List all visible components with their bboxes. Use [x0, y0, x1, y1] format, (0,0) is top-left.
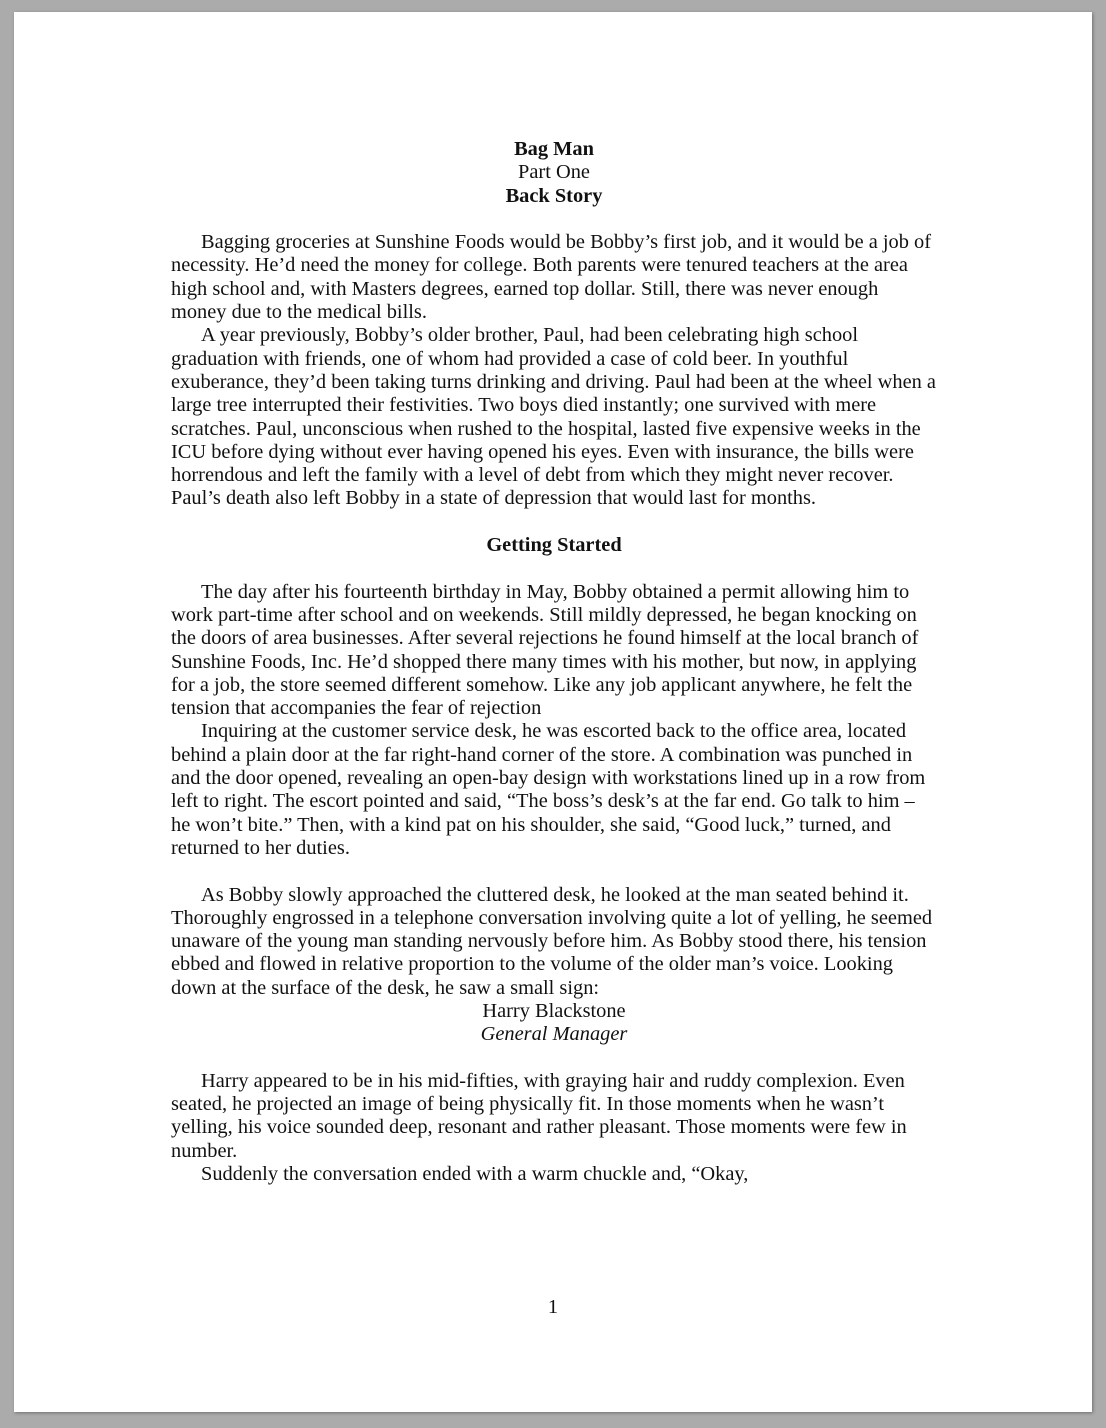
- page-number: 1: [547, 1296, 559, 1318]
- page-content: [171, 138, 937, 1186]
- document-page: [14, 12, 1092, 1412]
- sign-role: General Manager: [480, 1023, 628, 1046]
- section-heading-back-story: Back Story: [505, 184, 603, 207]
- book-title: Bag Man: [514, 138, 594, 160]
- paragraph: Inquiring at the customer service desk, he was escorted back to the office area, located behind a plain door at the far right-hand corner of the store. A combination was punched in and the door opened, revealing an open-bay design with workstations lined up in a row from left to right. The escort pointed and said, “The boss’s desk’s at the far end. Go talk to him – he won’t bite.” Then, with a kind pat on his shoulder, she said, “Good luck,” turned, and returned to her duties.: [171, 720, 926, 859]
- paragraph: Harry appeared to be in his mid-fifties, with graying hair and ruddy complexion. Even seated, he projected an image of being physically fit. In those moments when he wasn’t yelling, his voice sounded deep, resonant and rather pleasant. Those moments were few in number.: [171, 1069, 907, 1162]
- paragraph: The day after his fourteenth birthday in May, Bobby obtained a permit allowing him to work part-time after school and on weekends. Still mildly depressed, he began knocking on the doors of area businesses. After several rejections he found himself at the local branch of Sunshine Foods, Inc. He’d shopped there many times with his mother, but now, in applying for a job, the store seemed different somehow. Like any job applicant anywhere, he felt the tension that accompanies the fear of rejection: [171, 580, 919, 720]
- paragraph: As Bobby slowly approached the cluttered desk, he looked at the man seated behind it. Thoroughly engrossed in a telephone conversation involving quite a lot of yelling, he seemed unaware of the young man standing nervously before him. As Bobby stood there, his tension ebbed and flowed in relative proportion to the volume of the older man’s voice. Looking down at the surface of the desk, he saw a small sign:: [171, 883, 933, 999]
- part-label: Part One: [518, 161, 590, 184]
- section-heading-getting-started: Getting Started: [486, 534, 622, 557]
- paragraph: Bagging groceries at Sunshine Foods would be Bobby’s first job, and it would be a job of necessity. He’d need the money for college. Both parents were tenured teachers at the area high school and, with Masters degrees, earned top dollar. Still, there was never enough money due to the medical bills.: [171, 231, 932, 324]
- paragraph: Suddenly the conversation ended with a warm chuckle and, “Okay,: [201, 1163, 749, 1186]
- sign-name: Harry Blackstone: [482, 999, 626, 1022]
- paragraph: A year previously, Bobby’s older brother, Paul, had been celebrating high school graduation with friends, one of whom had provided a case of cold beer. In youthful exuberance, they’d been taking turns drinking and driving. Paul had been at the wheel when a large tree interrupted their festivities. Two boys died instantly; one survived with mere scratches. Paul, unconscious when rushed to the hospital, lasted five expensive weeks in the ICU before dying without ever having opened his eyes. Even with insurance, the bills were horrendous and left the family with a level of debt from which they might never recover. Paul’s death also left Bobby in a state of depression that would last for months.: [171, 324, 936, 510]
